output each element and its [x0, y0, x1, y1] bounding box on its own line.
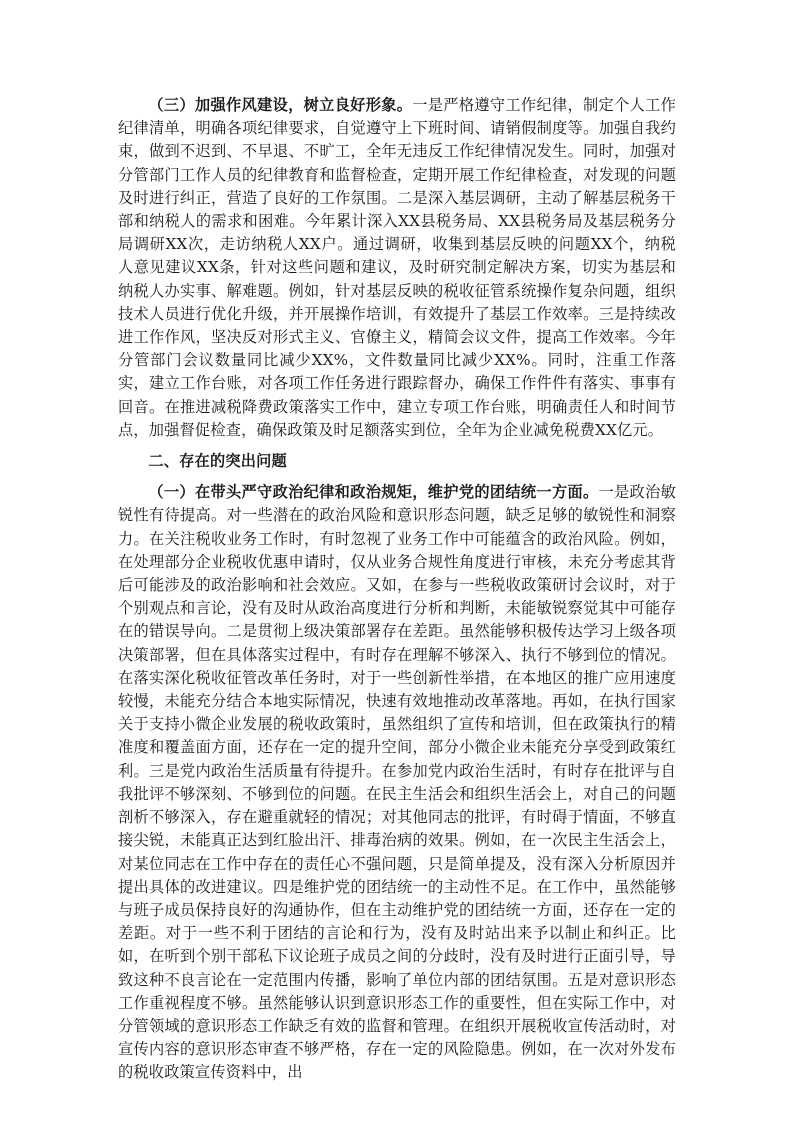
section-heading: 二、存在的突出问题 [148, 452, 287, 471]
paragraph-lead-heading: （一）在带头严守政治纪律和政治规矩，维护党的团结统一方面。 [148, 483, 599, 502]
paragraph-body: 一是政治敏锐性有待提高。对一些潜在的政治风险和意识形态问题，缺乏足够的敏锐性和洞察力。在关注税收业务工作时，有时忽视了业务工作中可能蕴含的政治风险。例如，在处理部分企业税收优惠申请时，仅从业务合规性角度进行审核，未充分考虑其背后可能涉及的政治影响和社会效应。又如，在参与一些税收政策研讨会议时，对于个别观点和言论，没有及时从政治高度进行分析和判断，未能敏锐察觉其中可能存在的错误导向。二是贯彻上级决策部署存在差距。虽然能够积极传达学习上级各项决策部署，但在具体落实过程中，有时存在理解不够深入、执行不够到位的情况。在落实深化税收征管改革任务时，对于一些创新性举措，在本地区的推广应用速度较慢，未能充分结合本地实际情况，快速有效地推动改革落地。再如，在执行国家关于支持小微企业发展的税收政策时，虽然组织了宣传和培训，但在政策执行的精准度和覆盖面方面，还存在一定的提升空间，部分小微企业未能充分享受到政策红利。三是党内政治生活质量有待提升。在参加党内政治生活时，有时存在批评与自我批评不够深刻、不够到位的问题。在民主生活会和组织生活会上，对自己的问题剖析不够深入，存在避重就轻的情况；对其他同志的批评，有时碍于情面，不够直接尖锐，未能真正达到红脸出汗、排毒治病的效果。例如，在一次民主生活会上，对某位同志在工作中存在的责任心不强问题，只是简单提及，没有深入分析原因并提出具体的改进建议。四是维护党的团结统一的主动性不足。在工作中，虽然能够与班子成员保持良好的沟通协作，但在主动维护党的团结统一方面，还存在一定的差距。对于一些不利于团结的言论和行为，没有及时站出来予以制止和纠正。比如，在听到个别干部私下议论班子成员之间的分歧时，没有及时进行正面引导，导致这种不良言论在一定范围内传播，影响了单位内部的团结氛围。五是对意识形态工作重视程度不够。虽然能够认识到意识形态工作的重要性，但在实际工作中，对分管领域的意识形态工作缺乏有效的监督和管理。在组织开展税收宣传活动时，对宣传内容的意识形态审查不够严格，存在一定的风险隐患。例如，在一次对外发布的税收政策宣传资料中，出 [118, 483, 676, 1082]
paragraph-lead-heading: （三）加强作风建设，树立良好形象。 [148, 96, 413, 114]
paragraph-body: 一是严格遵守工作纪律，制定个人工作纪律清单，明确各项纪律要求，自觉遵守上下班时间、请销假制度等。加强自我约束，做到不迟到、不早退、不旷工，全年无违反工作纪律情况发生。同时，加强对分管部门工作人员的纪律教育和监督检查，定期开展工作纪律检查，对发现的问题及时进行纠正，营造了良好的工作氛围。二是深入基层调研，主动了解基层税务干部和纳税人的需求和困难。今年累计深入XX县税务局、XX县税务局及基层税务分局调研XX次，走访纳税人XX户。通过调研，收集到基层反映的问题XX个，纳税人意见建议XX条，针对这些问题和建议，及时研究制定解决方案，切实为基层和纳税人办实事、解难题。例如，针对基层反映的税收征管系统操作复杂问题，组织技术人员进行优化升级，并开展操作培训，有效提升了基层工作效率。三是持续改进工作作风，坚决反对形式主义、官僚主义，精简会议文件，提高工作效率。今年分管部门会议数量同比减少XX%，文件数量同比减少XX%。同时，注重工作落实，建立工作台账，对各项工作任务进行跟踪督办，确保工作件件有落实、事事有回音。在推进减税降费政策落实工作中，建立专项工作台账，明确责任人和时间节点，加强督促检查，确保政策及时足额落实到位，全年为企业减免税费XX亿元。 [118, 96, 676, 439]
paragraph-political-discipline [118, 481, 676, 1084]
document-page [118, 94, 676, 1085]
paragraph-work-style [118, 94, 676, 442]
